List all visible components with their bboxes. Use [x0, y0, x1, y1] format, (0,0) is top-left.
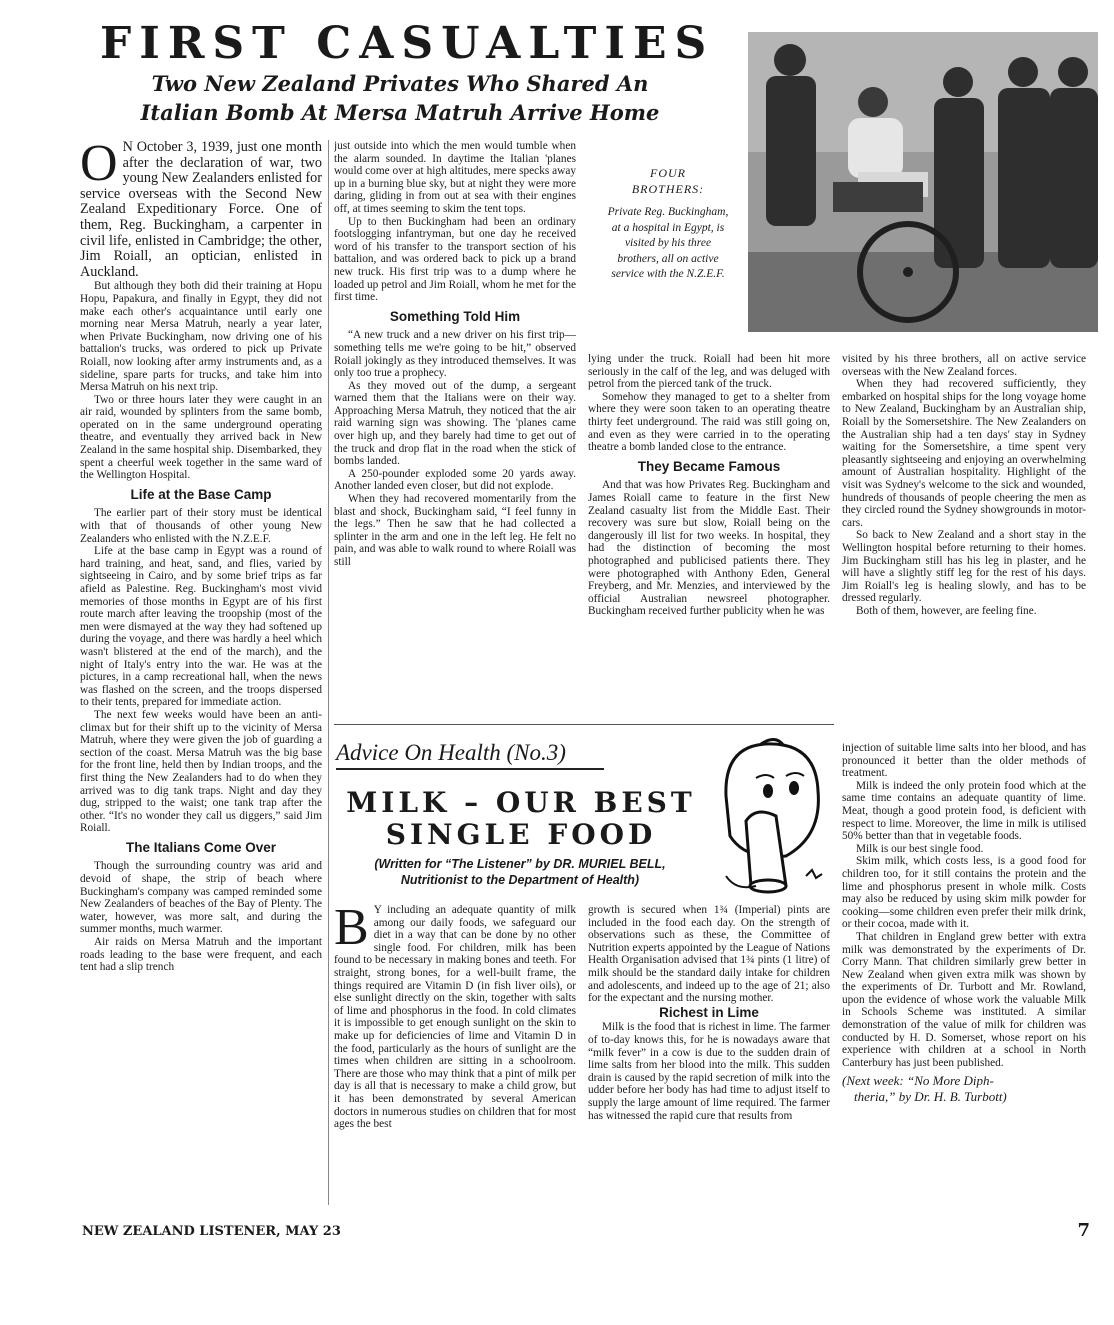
- article2-paragraph: That children in England grew better with extra milk was demonstrated by the experiments of Dr. Corry Mann. That children similarly grew better in New Zealand when given extra milk was shown by the experiments of Dr. Turbott and Mr. Rowland, upon the evidence of whose work the valuable Milk in Schools Scheme was instituted. A similar demonstration of the value of milk for children was conducted by H. D. Somerset, whose report on his experience with children at a school in North Canterbury has just been published.: [842, 930, 1086, 1069]
- article1-paragraph: The earlier part of their story must be identical with that of thousands of other young New Zealanders who enlisted with the N.Z.E.F.: [80, 507, 322, 545]
- subheading-they-became-famous: They Became Famous: [637, 458, 781, 474]
- article2-byline-line2: Nutritionist to the Department of Health): [400, 873, 640, 887]
- subheading-life-at-base-camp: Life at the Base Camp: [130, 486, 272, 502]
- masthead: NEW ZEALAND LISTENER, MAY 23: [82, 1224, 341, 1239]
- article2-byline-line1: (Written for “The Listener” by DR. MURIEL BELL,: [374, 857, 666, 871]
- article1-paragraph: So back to New Zealand and a short stay in the Wellington hospital before returning to their homes. Jim Buckingham still has his leg in plaster, and he will have a slightly stiff leg for the rest of his days. Jim Roiall's leg is healing slowly, and has to be dressed regularly.: [842, 529, 1086, 605]
- article2-column-2: [588, 904, 830, 1206]
- article2-column-3: [842, 742, 1086, 1210]
- article1-paragraph: just outside into which the men would tumble when the alarm sounded. In daytime the Italian 'planes would come over at high altitudes, mere specks away up in a burning blue sky, but at night they were more daring, gliding in from out at sea with their engines off, at times seeming to skim the tent tops.: [334, 140, 576, 215]
- article1-paragraph: lying under the truck. Roiall had been hit more seriously in the calf of the leg, and was deluged with petrol from the pierced tank of the truck.: [588, 353, 830, 391]
- article1-paragraph: Life at the base camp in Egypt was a round of hard training, and heat, sand, and flies, varied by sightseeing in Cairo, and by some brief trips as far afield as Palestine. Reg. Buckingham's most vivid memories of those months in Egypt are of his first route march after leaving the troopship (most of the men were dismayed at the way they had softened up during the voyage, and there was hardly a heel which wasn't blistered at the end of the march), and the night of Italy's entry into the war. He was at the pictures, in a camp recreational hall, when the news was flashed on the screen, and the troops dispersed to their tents, prepared for immediate action.: [80, 545, 322, 709]
- caption-head-line1: FOUR: [650, 166, 686, 180]
- series-heading: Advice On Health (No.3): [336, 740, 566, 765]
- article1-paragraph: visited by his three brothers, all on active service overseas with the New Zealand forces.: [842, 353, 1086, 378]
- column-rule: [328, 140, 329, 1205]
- article2-title-line2: SINGLE FOOD: [385, 818, 657, 851]
- article1-paragraph: Both of them, however, are feeling fine.: [856, 604, 1037, 617]
- article1-paragraph: Air raids on Mersa Matruh and the important roads leading to the base were frequent, and each tent had a slip trench: [80, 936, 322, 974]
- series-underline: [336, 768, 604, 770]
- article2-paragraph: Skim milk, which costs less, is a good food for children too, for it still contains the protein and the lime and phosphorus present in whole milk. Costs may also be reduced by using skim milk powder for cooking—some children even prefer their milk drink, or their cocoa, made with it.: [842, 855, 1086, 931]
- article1-lead-paragraph: N October 3, 1939, just one month after the declaration of war, two young New Zealanders enlisted for service overseas with the Second New Zealand Expeditionary Force. One of them, Reg. Buckingham, a carpenter in civil life, enlisted in Cambridge; the other, Jim Roiall, an optician, enlisted in Auckland.: [80, 140, 322, 280]
- article1-column-3: [588, 353, 830, 718]
- article1-paragraph: The next few weeks would have been an anti-climax but for their shift up to the vicinity of Mersa Matruh, where they were given the job of guarding a section of the coast. Mersa Matruh was the big base for the front line, held then by Indian troops, and the first thing the New Zealanders had to do when they arrived was to dig tank traps. Night and day they dug, stripped to the waist; one tank trap after the other. “It's no wonder they call us diggers,” said Jim Roiall.: [80, 708, 322, 835]
- article1-paragraph: But although they both did their training at Hopu Hopu, Papakura, and finally in Egypt, they did not make each other's acquaintance until early one morning near Mersa Matruh, nearly a year later, when Private Buckingham, now driving one of his battalion's trucks, was ordered to pick up Private Roiall, now looking after army instruments and, as a sideline, spare parts for trucks, and take him into Mersa Matruh on his next trip.: [80, 280, 322, 394]
- article2-paragraph: growth is secured when 1¾ (Imperial) pints are included in the food each day. On the strength of observations such as these, the Committee of Nutrition experts appointed by the League of Nations Health Organisation advised that 1¾ pints (1 litre) of milk should be the standard daily intake for children and adolescents, and indeed up to the age of 21; also for the expectant and the nursing mother.: [588, 904, 830, 1005]
- next-week-note: [842, 1073, 1086, 1105]
- next-week-line1: (Next week: “No More Diph-: [842, 1073, 994, 1089]
- article1-paragraph: Two or three hours later they were caught in an air raid, wounded by splinters from the same bomb, operated on in the same underground operating theatre, and eventually they arrived back in New Zealand in the same hospital ship. Disembarked, they spent a cheerful week together in the same ward of the Wellington Hospital.: [80, 393, 322, 482]
- article2-paragraph: Milk is the food that is richest in lime. The farmer of to-day knows this, for he is nowadays aware that “milk fever” in a cow is due to the sudden drain of lime salts from her blood into the milk. This sudden drain is caused by the rapid secretion of milk into the udder before her body has had time to adjust itself to supply the large amount of lime required. The farmer has witnessed the rapid cure that results from: [588, 1021, 830, 1122]
- article1-paragraph: As they moved out of the dump, a sergeant warned them that the Italians were on their way. Approaching Mersa Matruh, they noticed that the air raid warning sign was showing. The 'planes came over high up, and they barely had time to get out of the truck and drop flat in the road when the stick of bombs landed.: [334, 379, 576, 468]
- article1-paragraph: When they had recovered momentarily from the blast and shock, Buckingham said, “I feel funny in the legs.” Then he saw that he had collected a splinter in the arm and one in the left leg. He felt no pain, and was able to walk round to where Roiall was still: [334, 493, 576, 568]
- drop-cap-o: O: [80, 140, 118, 192]
- child-drinking-milk-icon: [706, 736, 834, 896]
- article2-paragraph: Milk is our best single food.: [856, 842, 984, 855]
- caption-head-line2: BROTHERS:: [631, 181, 705, 196]
- article1-column-4: [842, 353, 1086, 718]
- article1-paragraph: Though the surrounding country was arid and devoid of shape, the strip of beach where Buckingham's company was camped reminded some New Zealanders of beaches of the Bay of Plenty. The water, however, was more salt, and during the summer months, much warmer.: [80, 860, 322, 936]
- article-separator: [334, 724, 834, 725]
- subheading-italians-come-over: The Italians Come Over: [125, 839, 277, 855]
- article2-title-line1: MILK – OUR BEST: [346, 786, 696, 819]
- article2-paragraph: injection of suitable lime salts into her blood, and has pronounced it better than the older methods of treatment.: [842, 742, 1086, 780]
- drop-cap-b: B: [334, 904, 369, 956]
- article1-column-1: [80, 140, 322, 1210]
- article-deck-line2: Italian Bomb At Mersa Matruh Arrive Home: [140, 100, 660, 125]
- photo-caption: [604, 166, 732, 283]
- article1-column-2: [334, 140, 576, 720]
- soldiers-photo-illustration: [748, 32, 1098, 332]
- article1-paragraph: When they had recovered sufficiently, they embarked on hospital ships for the long voyage home to New Zealand, Buckingham by an Australian ship, Roiall by the Somersetshire. The New Zealanders on the Australian ship had a ten days' stay in Sydney waiting for the Somersetshire, a time spent very pleasantly sightseeing and enjoying an overwhelming amount of Australian hospitality. Highlight of the visit was Sydney's welcome to the sick and wounded, hundreds of thousands of people cheering the men as they circled round the Sydney showgrounds in motor-cars.: [842, 378, 1086, 529]
- child-drinking-milk-illustration: [706, 736, 834, 896]
- article2-paragraph: Milk is indeed the only protein food which at the same time contains an adequate quantity of lime. Meat, though a good protein food, is deficient with respect to lime. Moreover, the lime in milk is utilised 50% better than that in vegetable foods.: [842, 779, 1086, 843]
- article1-paragraph: And that was how Privates Reg. Buckingham and James Roiall came to feature in the first New Zealand casualty list from the Middle East. Their recovery was sure but slow, Roiall being on the dangerously ill list for two weeks. In hospital, they had the distinction of becoming the most photographed and publicised patients there. They were photographed with Anthony Eden, General Freyberg, and Mr. Menzies, and interviewed by the official Australian newsreel photographer. Buckingham received further publicity when he was: [588, 479, 830, 618]
- article-deck-line1: Two New Zealand Privates Who Shared An: [151, 71, 649, 96]
- article1-paragraph: Up to then Buckingham had been an ordinary footslogging infantryman, but one day he received word of his transfer to the transport section of his battalion, and was ordered back to pick up a brand new truck. His first trip was to a dump where he loaded up petrol and Jim Roiall, whom he met for the first time.: [334, 215, 576, 304]
- article-title: FIRST CASUALTIES: [100, 18, 715, 69]
- caption-text: Private Reg. Buckingham, at a hospital in Egypt, is visited by his three brothers, all on active service with the N.Z.E.F.: [607, 206, 729, 280]
- article1-paragraph: A 250-pounder exploded some 20 yards away. Another landed even closer, but did not explode.: [334, 467, 576, 493]
- next-week-line2: theria,” by Dr. H. B. Turbott): [854, 1089, 1007, 1105]
- page-number: 7: [1077, 1220, 1090, 1241]
- subheading-richest-in-lime: Richest in Lime: [659, 1004, 759, 1020]
- subheading-something-told-him: Something Told Him: [389, 308, 521, 324]
- photo-four-brothers: [748, 32, 1098, 332]
- article2-column-1: [334, 904, 576, 1206]
- article1-paragraph: “A new truck and a new driver on his first trip—something tells me we're going to be hit,” observed Roiall jokingly as they introduced themselves. It was only too true a prophecy.: [334, 329, 576, 380]
- article1-paragraph: Somehow they managed to get to a shelter from where they were soon taken to an operating theatre thirty feet underground. The raid was still going on, and even as they were carried in to the operating theatre a bomb landed close to the entrance.: [588, 390, 830, 454]
- article2-lead-paragraph: Y including an adequate quantity of milk among our daily foods, we safeguard our diet in a way that can be done by no other single food. For children, milk has been found to be necessary in making bones and teeth. For straight, strong bones, for a well-built frame, the things required are Vitamin D (in fish liver oils), or else sunlight directly on the skin, together with salts of lime and phosphorus in the food. In cold climates it is impossible to get enough sunlight on the skin to make up for deficiencies of lime and Vitamin D in the food, particularly as the hours of sunlight are the times when children are sitting in a schoolroom. There are those who may think that a pint of milk per day is all that is necessary to make a child grow, but it has been demonstrated by several American doctors in numerous studies on children that for most ages the best: [334, 904, 576, 1131]
